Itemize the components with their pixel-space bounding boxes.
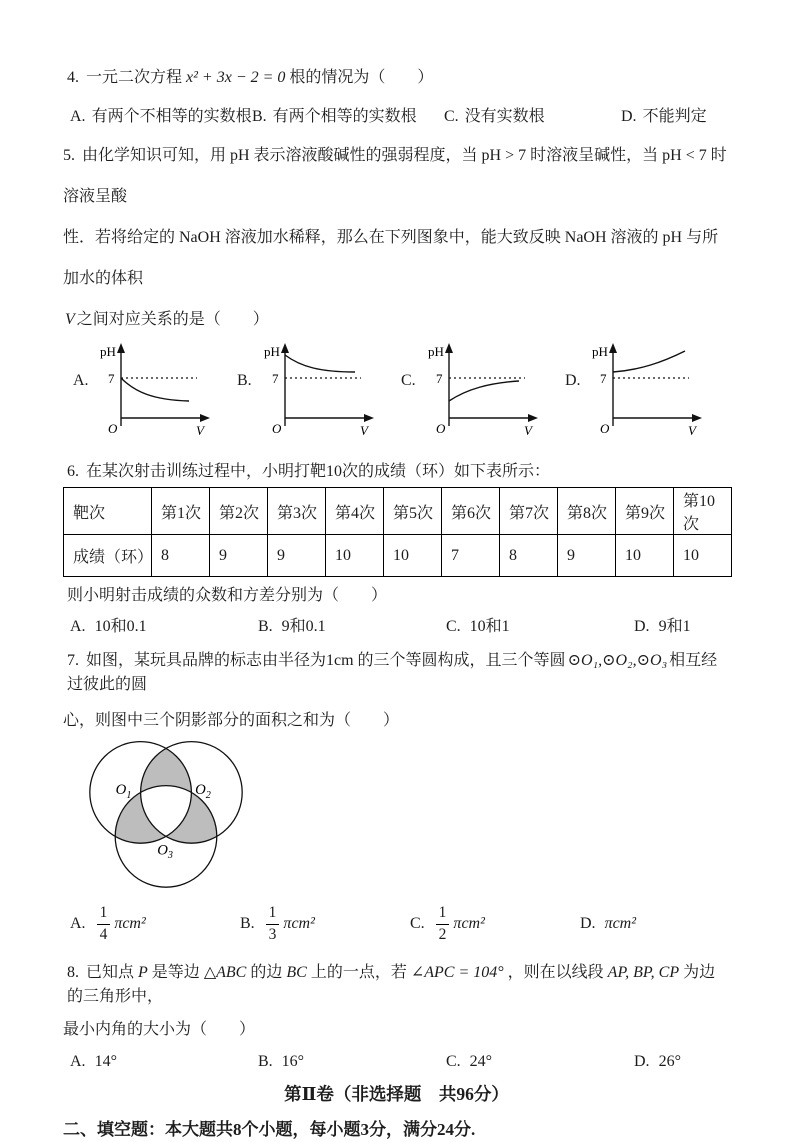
y-axis-arrow-icon — [609, 343, 617, 353]
header-cell: 第4次 — [326, 488, 384, 535]
question-8-text: 上的一点，若 — [310, 964, 407, 981]
ph-curve — [613, 351, 685, 372]
q7-option-c-label: C. — [410, 915, 425, 932]
q7-option-a — [70, 904, 240, 944]
q6-option-d — [634, 615, 691, 639]
q4-option-b-text: 有两个相等的实数根 — [272, 108, 417, 125]
q7-option-c-unit: πcm² — [453, 915, 485, 932]
score-cell: 8 — [500, 535, 558, 577]
q8-option-c-label: C. — [446, 1053, 461, 1070]
fraction-numerator: 1 — [436, 904, 450, 925]
q8-option-d — [634, 1050, 681, 1074]
x-axis-arrow-icon — [200, 414, 210, 422]
y-axis-label: pH — [264, 344, 280, 359]
question-7-options — [63, 901, 730, 947]
q6-option-b — [258, 615, 446, 639]
score-cell: 10 — [384, 535, 442, 577]
score-cell: 9 — [210, 535, 268, 577]
question-8-number: 8. — [67, 964, 79, 981]
x-axis-arrow-icon — [692, 414, 702, 422]
question-8-text: 已知点 — [86, 964, 135, 981]
fraction — [97, 904, 111, 944]
fraction-denominator: 3 — [268, 925, 277, 943]
q4-option-c-label: C. — [444, 108, 459, 125]
q8-option-c — [446, 1050, 634, 1074]
fraction-denominator: 4 — [99, 925, 108, 943]
graph-option-d — [565, 340, 729, 448]
header-cell: 第2次 — [210, 488, 268, 535]
label-o1: $O_1$ — [115, 782, 132, 801]
y-axis-label: pH — [100, 344, 116, 359]
origin-label: O — [272, 421, 282, 436]
y-axis-label: pH — [428, 344, 444, 359]
question-7-line-1 — [67, 649, 730, 697]
question-4-equation: x² + 3x − 2 = 0 — [186, 69, 286, 86]
table-score-row — [64, 535, 732, 577]
header-cell: 第7次 — [500, 488, 558, 535]
x-axis-label: V — [524, 423, 532, 438]
question-5-line-2 — [63, 217, 730, 299]
q7-option-d-label: D. — [580, 915, 596, 932]
q6-option-c-text: 10和1 — [469, 618, 510, 635]
score-cell: 10 — [616, 535, 674, 577]
origin-label: O — [436, 421, 446, 436]
q8-option-d-text: 26° — [658, 1053, 681, 1070]
q7-option-b-unit: πcm² — [283, 915, 315, 932]
fill-in-blank-section-heading: 二、填空题：本大题共8个小题，每小题3分，满分24分. — [63, 1120, 476, 1139]
graph-c-label: C. — [401, 372, 416, 389]
question-4-stem — [67, 66, 730, 90]
q6-option-d-label: D. — [634, 618, 650, 635]
ph-graph-c — [427, 340, 543, 444]
ph-graph-a — [99, 340, 215, 444]
question-4-number: 4. — [67, 69, 79, 86]
x-axis-arrow-icon — [364, 414, 374, 422]
question-8-options — [63, 1050, 730, 1074]
reference-value: 7 — [436, 371, 443, 386]
score-cell: 8 — [152, 535, 210, 577]
header-cell: 第6次 — [442, 488, 500, 535]
q7-option-c — [410, 904, 580, 944]
question-8-line-2: 最小内角的大小为（ ） — [63, 1021, 256, 1038]
q7-option-b-label: B. — [240, 915, 255, 932]
score-cell: 9 — [558, 535, 616, 577]
q4-option-c — [444, 105, 621, 129]
fraction — [266, 904, 280, 944]
question-7-text-2: 相互经过彼此的圆 — [67, 652, 718, 693]
q8-option-a-text: 14° — [94, 1053, 117, 1070]
q4-option-b-label: B. — [252, 108, 267, 125]
y-axis-arrow-icon — [117, 343, 125, 353]
ph-graph-d — [591, 340, 707, 444]
reference-value: 7 — [108, 371, 115, 386]
header-cell: 第9次 — [616, 488, 674, 535]
question-5-text-2: 性．若将给定的 NaOH 溶液加水稀释，那么在下列图象中，能大致反映 NaOH 溶液的 pH 与所加水的体积 — [63, 229, 719, 287]
q8-option-b — [258, 1050, 446, 1074]
question-5-line-1 — [63, 135, 730, 217]
q6-option-a-text: 10和0.1 — [94, 618, 147, 635]
x-axis-arrow-icon — [528, 414, 538, 422]
fraction-numerator: 1 — [266, 904, 280, 925]
header-cell: 第3次 — [268, 488, 326, 535]
fraction-numerator: 1 — [97, 904, 111, 925]
question-8-text: ，则在以线段 — [507, 964, 604, 981]
score-cell: 10 — [326, 535, 384, 577]
ph-graph-b — [263, 340, 379, 444]
question-8-line-1 — [67, 961, 730, 1009]
q8-option-d-label: D. — [634, 1053, 650, 1070]
q4-option-b — [252, 105, 444, 129]
q6-option-d-text: 9和1 — [658, 618, 691, 635]
q7-option-a-label: A. — [70, 915, 86, 932]
question-7-text-1: 如图，某玩具品牌的标志由半径为1cm 的三个等圆构成，且三个等圆 — [86, 652, 566, 669]
q8-segments: AP, BP, CP — [607, 964, 680, 981]
header-cell: 靶次 — [64, 488, 152, 535]
label-o3: $O_3$ — [157, 842, 173, 861]
header-cell: 第8次 — [558, 488, 616, 535]
q6-option-a-label: A. — [70, 618, 86, 635]
q4-option-c-text: 没有实数根 — [464, 108, 545, 125]
y-axis-arrow-icon — [445, 343, 453, 353]
question-5-variable-v: V — [65, 311, 75, 328]
question-5-text-1: 由化学知识可知，用 pH 表示溶液酸碱性的强弱程度，当 pH > 7 时溶液呈碱性，当 pH < 7 时溶液呈酸 — [63, 147, 727, 205]
question-6-number: 6. — [67, 463, 79, 480]
origin-label: O — [600, 421, 610, 436]
q4-option-a-label: A. — [70, 108, 86, 125]
graph-option-c — [401, 340, 565, 448]
q8-option-b-text: 16° — [281, 1053, 305, 1070]
q4-option-d-text: 不能判定 — [642, 108, 707, 125]
volume-2-title: 第Ⅱ卷（非选择题 共96分） — [284, 1084, 509, 1104]
fraction — [436, 904, 450, 944]
q7-option-d-unit: πcm² — [604, 915, 637, 932]
x-axis-label: V — [360, 423, 368, 438]
question-5-stem — [63, 135, 730, 340]
q4-option-d — [621, 105, 707, 129]
q8-option-a-label: A. — [70, 1053, 86, 1070]
q8-option-c-text: 24° — [469, 1053, 493, 1070]
graph-b-label: B. — [237, 372, 252, 389]
origin-label: O — [108, 421, 118, 436]
score-cell: 7 — [442, 535, 500, 577]
row-label-cell: 成绩（环） — [64, 535, 152, 577]
q7-option-d — [580, 912, 636, 936]
q8-side-bc: BC — [286, 964, 307, 981]
y-axis-arrow-icon — [281, 343, 289, 353]
question-4-tail: 根的情况为（ ） — [289, 69, 434, 86]
ph-curve — [285, 355, 355, 372]
q4-option-d-label: D. — [621, 108, 637, 125]
q6-option-b-text: 9和0.1 — [281, 618, 326, 635]
score-table — [63, 487, 732, 577]
question-7-number: 7. — [67, 652, 79, 669]
graph-option-b — [237, 340, 401, 448]
q8-option-a — [70, 1050, 258, 1074]
question-8-text: 为边的三角形中， — [67, 964, 716, 1005]
reference-value: 7 — [272, 371, 279, 386]
graph-a-label: A. — [73, 372, 89, 389]
question-5-number: 5. — [63, 147, 75, 164]
header-cell: 第5次 — [384, 488, 442, 535]
table-header-row — [64, 488, 732, 535]
q6-option-a — [70, 615, 258, 639]
x-axis-label: V — [688, 423, 696, 438]
three-circles-figure — [71, 737, 261, 894]
header-cell: 第1次 — [152, 488, 210, 535]
q6-option-b-label: B. — [258, 618, 273, 635]
question-6-options — [63, 615, 730, 639]
ph-curve — [449, 381, 519, 401]
graph-d-label: D. — [565, 372, 581, 389]
question-4-text: 一元二次方程 — [86, 69, 183, 86]
q6-option-c — [446, 615, 634, 639]
fraction-denominator: 2 — [438, 925, 447, 943]
question-6-tail: 则小明射击成绩的众数和方差分别为（ ） — [67, 587, 388, 604]
x-axis-label: V — [196, 423, 204, 438]
header-cell: 第10次 — [674, 488, 732, 535]
question-5-graphs — [73, 340, 730, 448]
question-7-circle-names: ⊙O₁,⊙O₂,⊙O₃ — [567, 652, 668, 669]
q6-option-c-label: C. — [446, 618, 461, 635]
score-cell: 10 — [674, 535, 732, 577]
q4-option-a — [70, 105, 252, 129]
question-5-text-3: 之间对应关系的是（ ） — [76, 311, 269, 328]
question-6-stem — [67, 460, 730, 484]
label-o2: $O_2$ — [195, 782, 211, 801]
question-8-text: 的边 — [250, 964, 283, 981]
q7-option-b — [240, 904, 410, 944]
graph-option-a — [73, 340, 237, 448]
q8-point-p: P — [138, 964, 148, 981]
q8-option-b-label: B. — [258, 1053, 273, 1070]
score-cell: 9 — [268, 535, 326, 577]
question-7-line-2: 心，则图中三个阴影部分的面积之和为（ ） — [63, 712, 400, 729]
q4-option-a-text: 有两个不相等的实数根 — [91, 108, 252, 125]
q8-triangle-abc: △ABC — [203, 964, 247, 981]
question-6-text: 在某次射击训练过程中，小明打靶10次的成绩（环）如下表所示： — [86, 463, 551, 480]
q8-angle-apc: ∠APC = 104° — [410, 964, 504, 981]
q7-option-a-unit: πcm² — [114, 915, 146, 932]
ph-curve — [121, 378, 189, 401]
question-5-line-3 — [63, 299, 730, 340]
question-4-options — [63, 105, 730, 129]
reference-value: 7 — [600, 371, 607, 386]
question-8-text: 是等边 — [151, 964, 200, 981]
y-axis-label: pH — [592, 344, 608, 359]
